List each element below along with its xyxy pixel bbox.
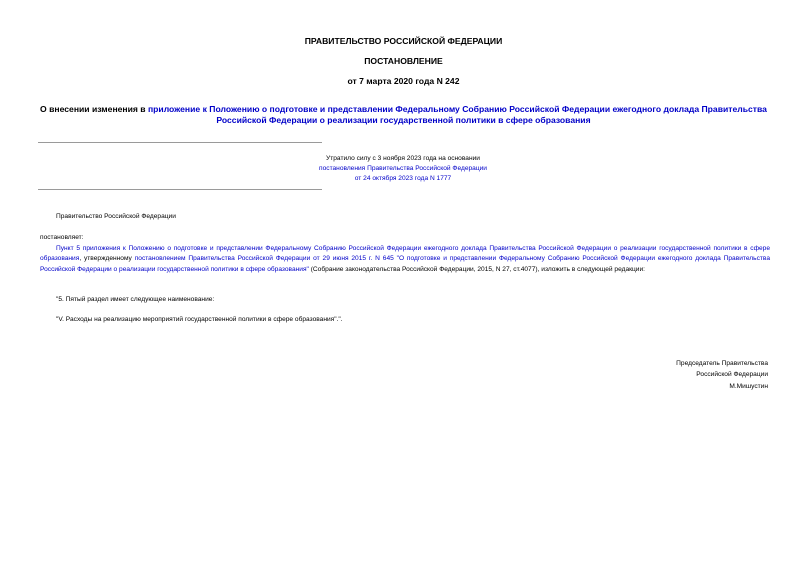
document-date-number: от 7 марта 2020 года N 242 [347,76,460,86]
paragraph-text-source: (Собрание законодательства Российской Федерации, 2015, N 27, ст.4077), изложить в следующей редакции: [308,265,645,273]
quote-line-1: "5. Пятый раздел имеет следующее наименование: [56,296,215,303]
status-note-link-resolution[interactable]: постановления Правительства Российской Федерации [319,165,487,172]
document-type-heading: ПОСТАНОВЛЕНИЕ [364,56,443,66]
signature-title: Председатель Правительства [676,360,768,367]
document-title [40,104,767,126]
resolves-text: постановляет: [40,234,84,241]
status-note [300,154,506,184]
signature-name: М.Мишустин [729,382,768,390]
status-note-text: Утратило силу с 3 ноября 2023 года на основании [326,155,480,162]
signature-org: Российской Федерации [696,371,768,379]
quote-line-2: "V. Расходы на реализацию мероприятий государственной политики в сфере образования".". [56,316,343,323]
main-paragraph [40,244,770,275]
note-top-divider [38,142,322,143]
title-prefix: О внесении изменения в [40,104,148,114]
issuer-text: Правительство Российской Федерации [56,213,176,220]
signature-block [560,358,768,392]
paragraph-link-appendix[interactable]: Пункт 5 приложения к Положению о подготовке и представлении Федеральному Собранию Российской Федерации ежегодного доклада Правительства Российской Федерации о реализации государственной политики в сфере образования [40,245,770,263]
paragraph-text-approved: , утвержденному [79,255,135,263]
status-note-link-date[interactable]: от 24 октября 2023 года N 1777 [354,175,452,182]
title-link-appendix[interactable]: приложение к Положению о подготовке и представлении Федеральному Собранию Российской Федерации ежегодного доклада Правительства Российской Федерации о реализации государственной политики в сфере образования [147,104,767,125]
note-bottom-divider [38,189,322,190]
government-heading: ПРАВИТЕЛЬСТВО РОССИЙСКОЙ ФЕДЕРАЦИИ [304,36,503,46]
paragraph-link-resolution-645[interactable]: постановлением Правительства Российской Федерации от 29 июня 2015 г. N 645 "О подготовке и представлении Федеральному Собранию Российской Федерации ежегодного доклада Правительства Российской Федерации о реализации государственной политики в сфере образования" [40,255,770,273]
